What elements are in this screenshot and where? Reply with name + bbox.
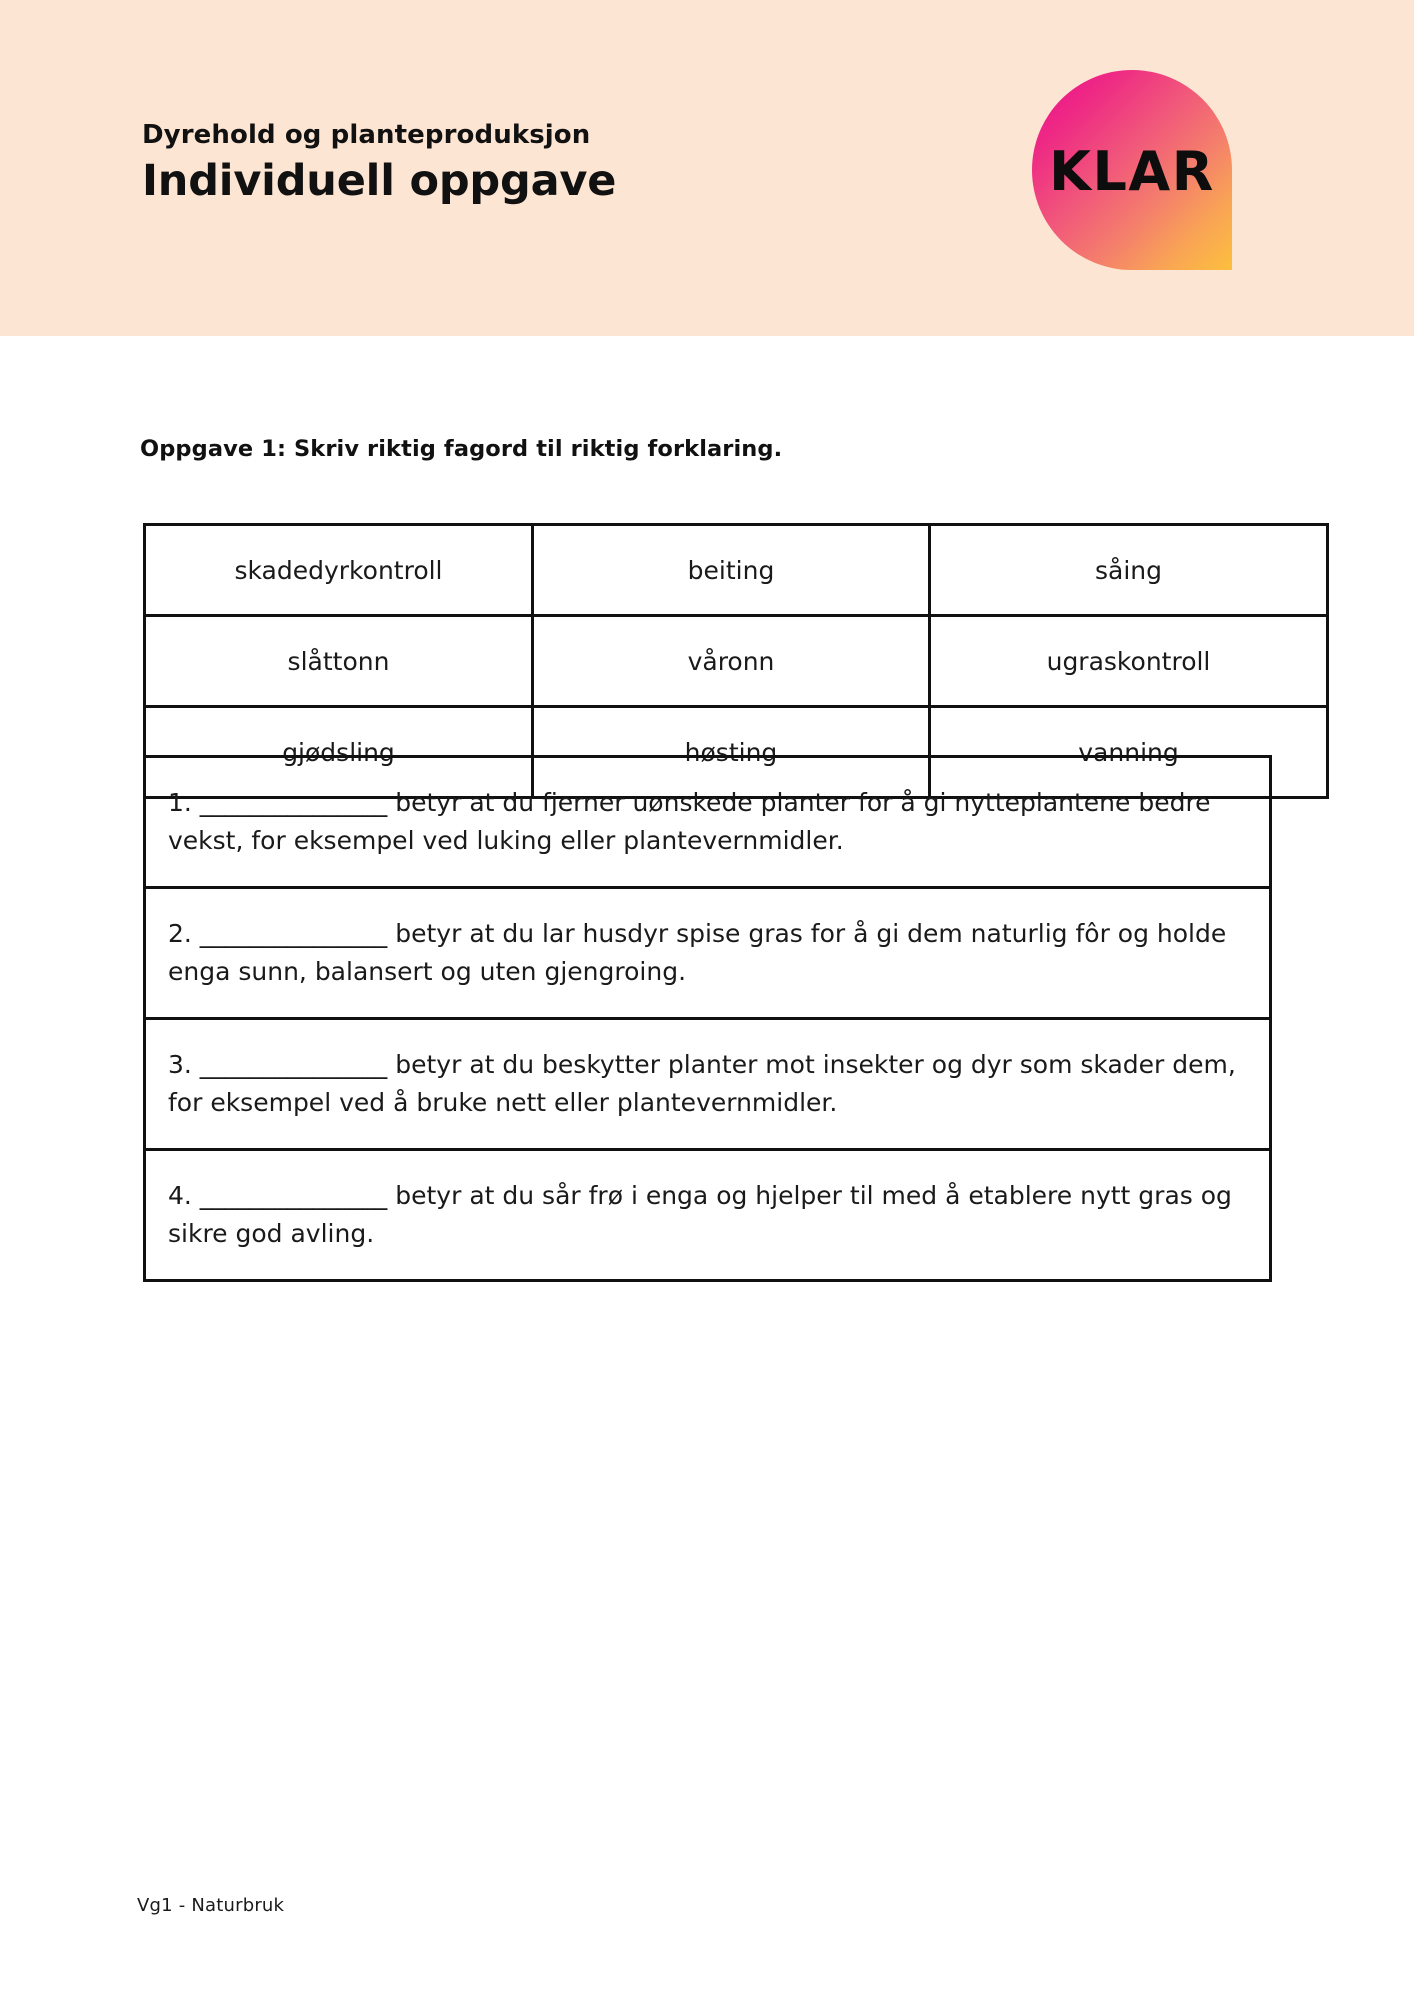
- question-text: 3. _______________ betyr at du beskytter planter mot insekter og dyr som skader dem, for eksempel ved å bruke nett eller plantevernmidler.: [168, 1050, 1236, 1117]
- word-cell: slåttonn: [145, 616, 533, 707]
- question-text: 2. _______________ betyr at du lar husdyr spise gras for å gi dem naturlig fôr og holde enga sunn, balansert og uten gjengroing.: [168, 919, 1227, 986]
- page-title: Individuell oppgave: [142, 156, 617, 207]
- table-row: [145, 888, 1271, 1019]
- table-row: [145, 616, 1328, 707]
- question-cell-3: [145, 1019, 1271, 1150]
- table-row: [145, 1019, 1271, 1150]
- question-cell-2: [145, 888, 1271, 1019]
- klar-logo-text: KLAR: [1049, 140, 1215, 203]
- task-heading: Oppgave 1: Skriv riktig fagord til riktig forklaring.: [140, 436, 783, 462]
- table-row: [145, 525, 1328, 616]
- table-row: [145, 1150, 1271, 1281]
- word-cell: våronn: [533, 616, 930, 707]
- word-cell: skadedyrkontroll: [145, 525, 533, 616]
- header-band: [0, 0, 1414, 336]
- word-cell: såing: [930, 525, 1328, 616]
- question-cell-1: [145, 757, 1271, 888]
- table-row: [145, 757, 1271, 888]
- question-cell-4: [145, 1150, 1271, 1281]
- word-cell: ugraskontroll: [930, 616, 1328, 707]
- word-cell: høsting: [533, 707, 930, 798]
- klar-logo: [1032, 70, 1232, 270]
- word-cell: vanning: [930, 707, 1328, 798]
- question-table: [143, 755, 1272, 1282]
- word-cell: gjødsling: [145, 707, 533, 798]
- header-text-block: [142, 120, 616, 207]
- footer-text: Vg1 - Naturbruk: [137, 1895, 285, 1916]
- word-cell: beiting: [533, 525, 930, 616]
- question-text: 1. _______________ betyr at du fjerner uønskede planter for å gi nytteplantene bedre vekst, for eksempel ved luking eller plantevernmidler.: [168, 788, 1211, 855]
- question-text: 4. _______________ betyr at du sår frø i enga og hjelper til med å etablere nytt gras og sikre god avling.: [168, 1181, 1232, 1248]
- header-subtitle: Dyrehold og planteproduksjon: [142, 120, 591, 150]
